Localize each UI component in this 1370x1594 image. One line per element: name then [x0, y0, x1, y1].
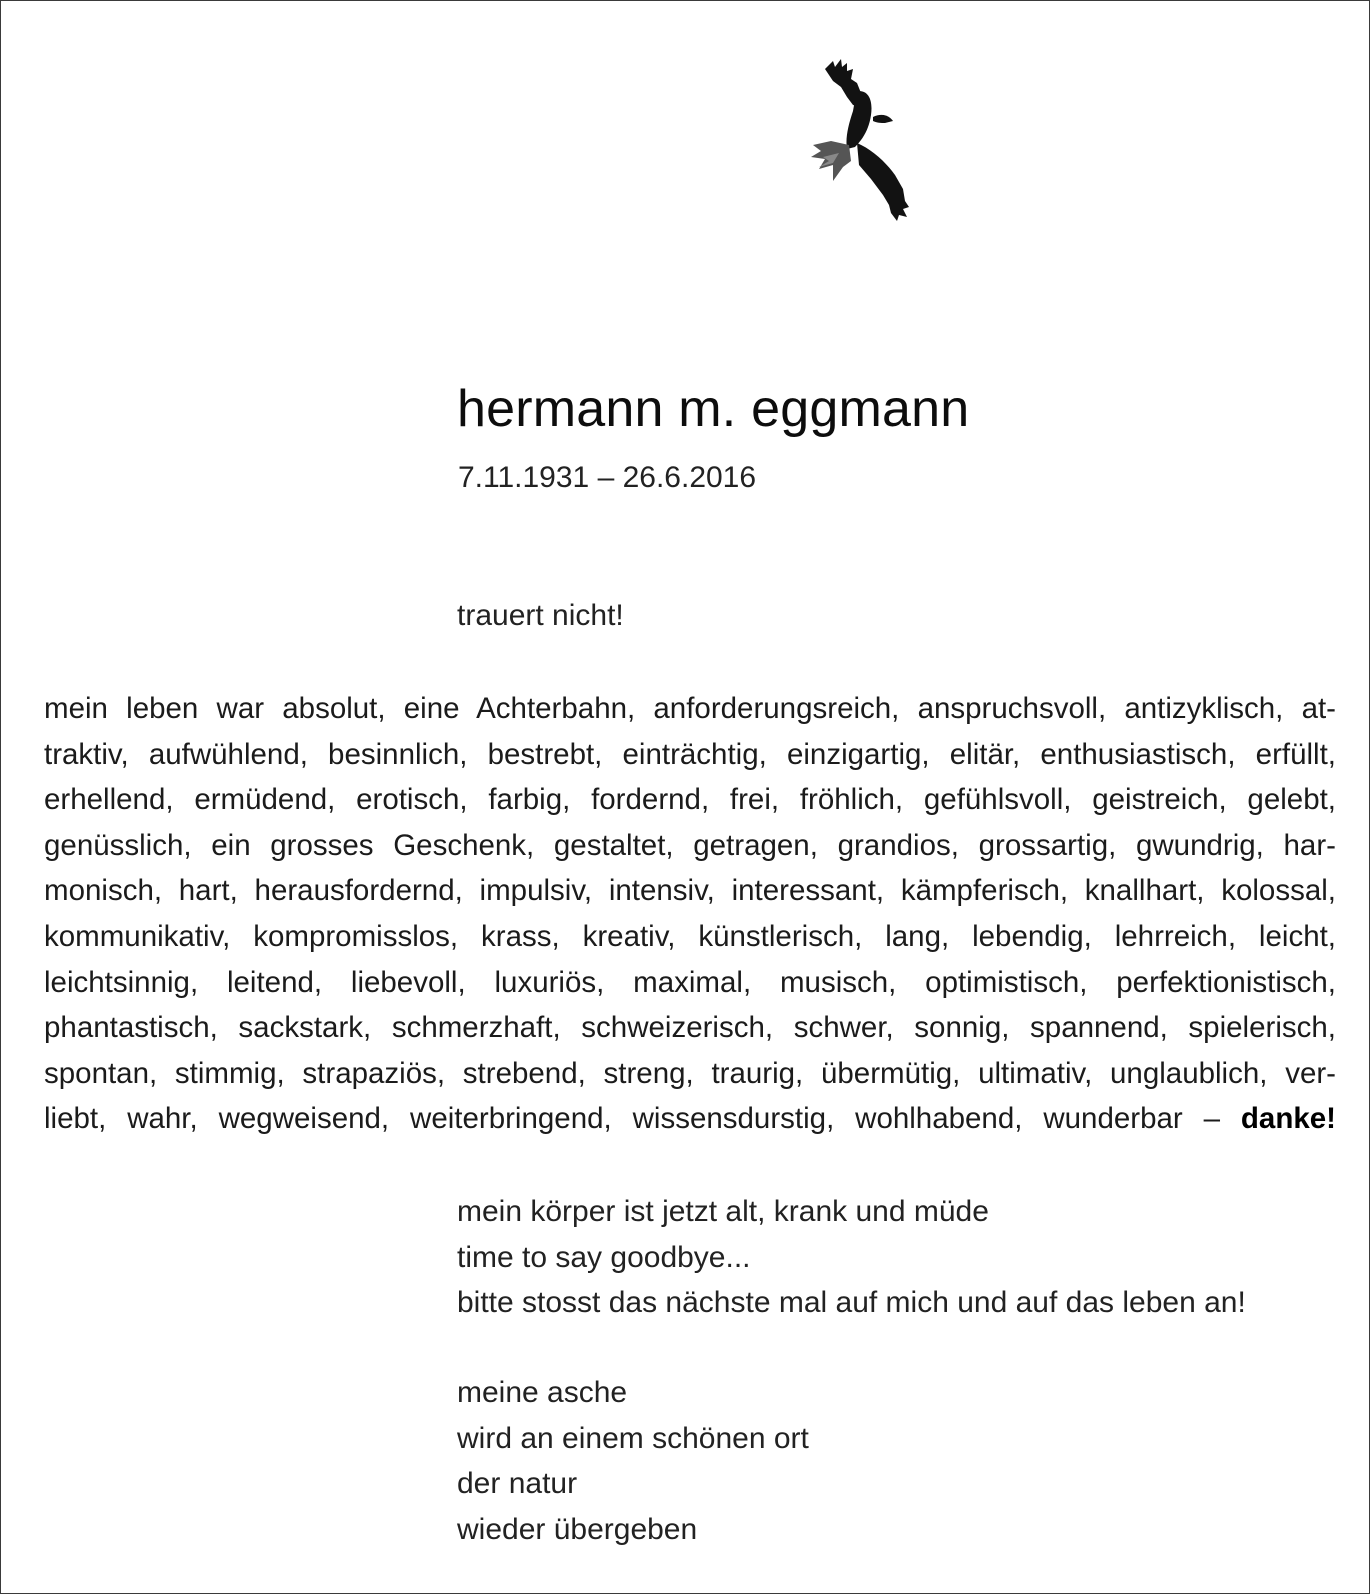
- verse-one: [457, 1189, 1246, 1326]
- verse-line: bitte stosst das nächste mal auf mich und auf das leben an!: [457, 1286, 1246, 1319]
- paragraph-line: spontan, stimmig, strapaziös, strebend, streng, traurig, übermütig, ultimativ, unglaublich, ver-: [44, 1056, 1336, 1090]
- paragraph-last-text: liebt, wahr, wegweisend, weiterbringend, wissensdurstig, wohlhabend, wunderbar –: [44, 1102, 1221, 1136]
- paragraph-line: genüsslich, ein grosses Geschenk, gestaltet, getragen, grandios, grossartig, gwundrig, har-: [44, 828, 1336, 862]
- closing-word: danke!: [1240, 1102, 1336, 1136]
- paragraph-line: leichtsinnig, leitend, liebevoll, luxuriös, maximal, musisch, optimistisch, perfektionistisch,: [44, 965, 1336, 999]
- verse-line: wird an einem schönen ort: [457, 1421, 809, 1455]
- paragraph-line: traktiv, aufwühlend, besinnlich, bestrebt, einträchtig, einzigartig, elitär, enthusiastisch, erfüllt,: [44, 737, 1336, 771]
- verse-line: meine asche: [457, 1376, 628, 1409]
- verse-line: der natur: [457, 1467, 578, 1500]
- paragraph-line: monisch, hart, herausfordernd, impulsiv, intensiv, interessant, kämpferisch, knallhart, kolossal,: [44, 874, 1336, 908]
- paragraph-line: kommunikativ, kompromisslos, krass, kreativ, künstlerisch, lang, lebendig, lehrreich, leicht,: [44, 919, 1336, 953]
- verse-two: [457, 1370, 809, 1552]
- paragraph-last-line: [44, 1096, 1336, 1142]
- intro-line: trauert nicht!: [457, 599, 624, 632]
- paragraph-line: mein leben war absolut, eine Achterbahn, anforderungsreich, anspruchsvoll, antizyklisch, at-: [44, 692, 1336, 725]
- bird-icon: [811, 57, 923, 225]
- paragraph-line: phantastisch, sackstark, schmerzhaft, schweizerisch, schwer, sonnig, spannend, spielerisch,: [44, 1011, 1336, 1045]
- life-dates: 7.11.1931 – 26.6.2016: [458, 461, 757, 494]
- paragraph-line: erhellend, ermüdend, erotisch, farbig, fordernd, frei, fröhlich, gefühlsvoll, geistreich, gelebt,: [44, 783, 1336, 817]
- life-paragraph: [44, 686, 1336, 1142]
- deceased-name: hermann m. eggmann: [457, 380, 970, 438]
- verse-line: wieder übergeben: [457, 1512, 698, 1546]
- verse-line: mein körper ist jetzt alt, krank und müde: [457, 1195, 989, 1228]
- verse-line: time to say goodbye...: [457, 1240, 751, 1274]
